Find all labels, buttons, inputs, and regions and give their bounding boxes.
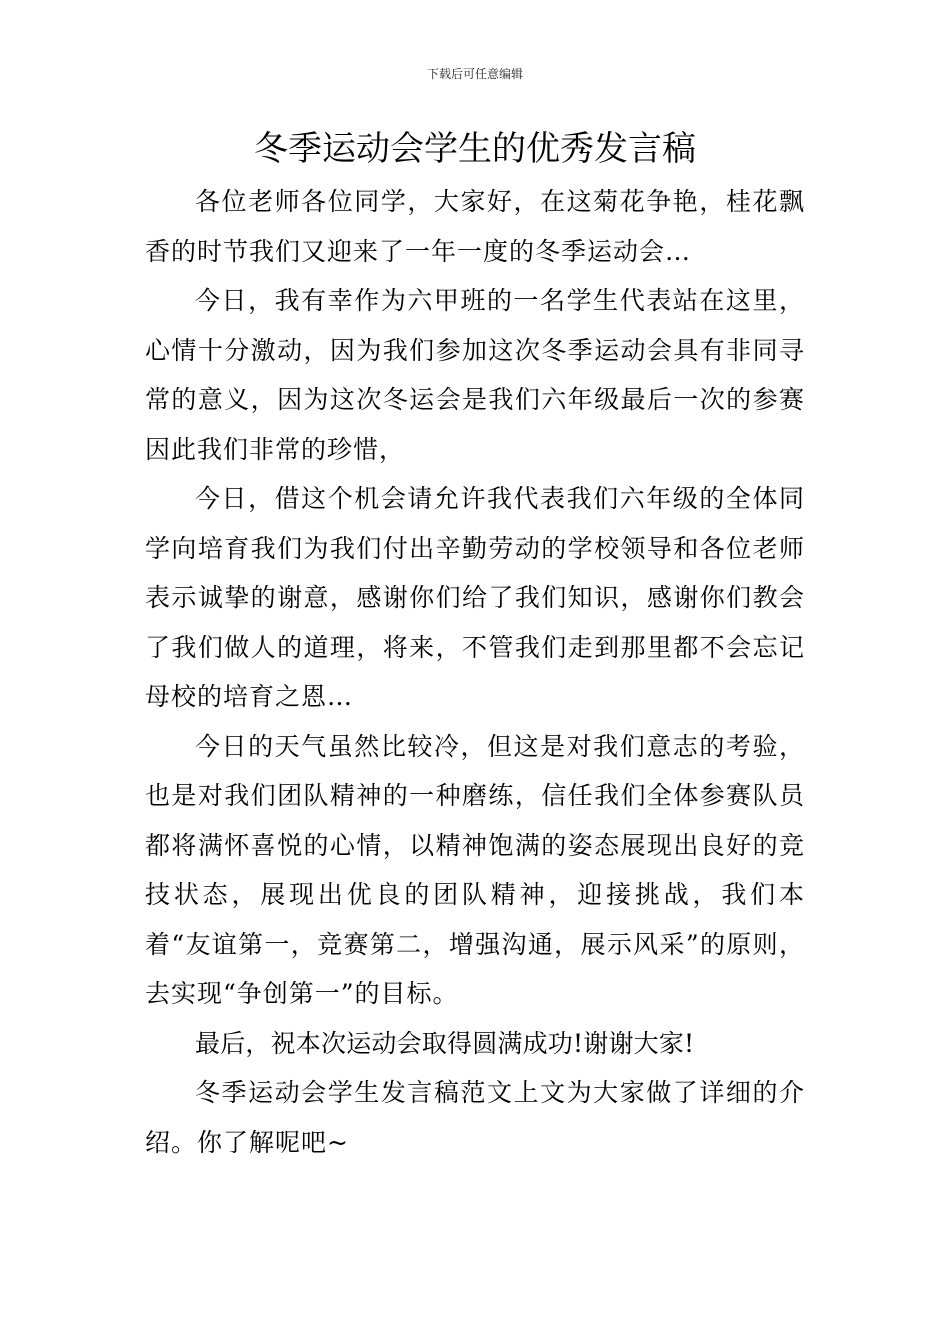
paragraph-gratitude: 今日，借这个机会请允许我代表我们六年级的全体同学向培育我们为我们付出辛勤劳动的学校领导和各位老师表示诚挚的谢意，感谢你们给了我们知识，感谢你们教会了我们做人的道理，将来，不管我们走到那里都不会忘记母校的培育之恩… xyxy=(145,484,805,711)
paragraph-team-spirit: 今日的天气虽然比较冷，但这是对我们意志的考验，也是对我们团队精神的一种磨练，信任我们全体参赛队员都将满怀喜悦的心情，以精神饱满的姿态展现出良好的竞技状态，展现出优良的团队精神，迎接挑战，我们本着“友谊第一，竞赛第二，增强沟通，展示风采”的原则，去实现“争创第一”的目标。 xyxy=(145,731,805,1008)
paragraph-closing: 最后，祝本次运动会取得圆满成功!谢谢大家! xyxy=(195,1028,695,1058)
header-note: 下载后可任意编辑 xyxy=(426,67,523,81)
document-body xyxy=(145,177,805,1167)
document-title: 冬季运动会学生的优秀发言稿 xyxy=(254,129,696,169)
paragraph-greeting: 各位老师各位同学，大家好，在这菊花争艳，桂花飘香的时节我们又迎来了一年一度的冬季运动会… xyxy=(145,187,805,266)
paragraph-representative: 今日，我有幸作为六甲班的一名学生代表站在这里，心情十分激动，因为我们参加这次冬季运动会具有非同寻常的意义，因为这次冬运会是我们六年级最后一次的参赛因此我们非常的珍惜， xyxy=(145,286,805,464)
paragraph-summary: 冬季运动会学生发言稿范文上文为大家做了详细的介绍。你了解呢吧~ xyxy=(145,1078,805,1157)
